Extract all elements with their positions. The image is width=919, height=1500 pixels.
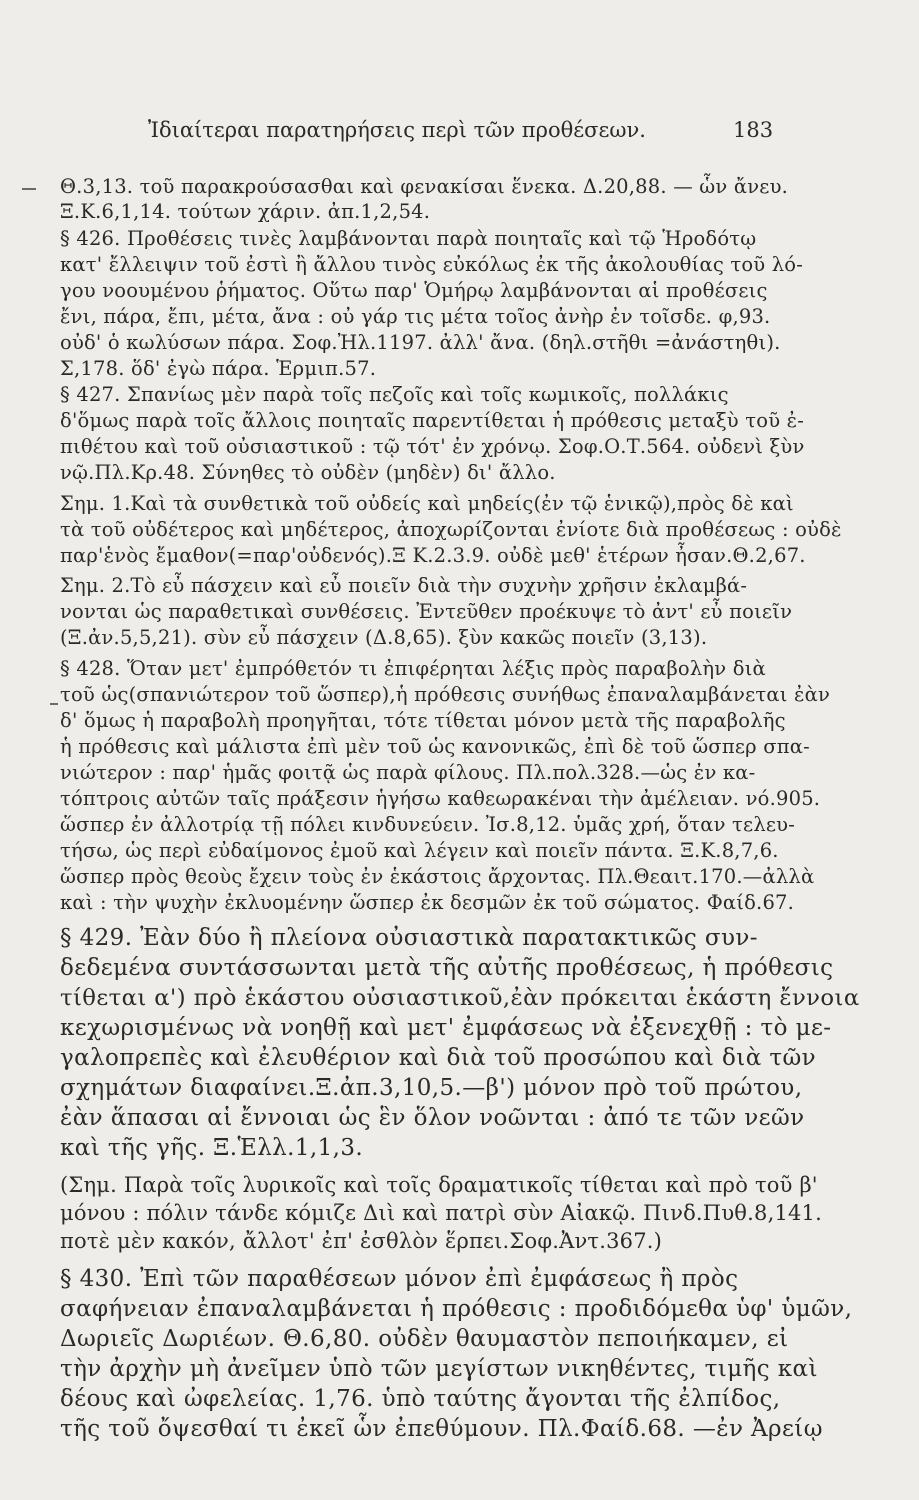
text-line: ἡ πρόθεσις καὶ μάλιστα ἐπὶ μὲν τοῦ ὡς κανονικῶς, ἐπὶ δὲ τοῦ ὥσπερ σπα-: [60, 735, 810, 758]
text-line: ποτὲ μὲν κακόν, ἄλλοτ' ἐπ' ἐσθλὸν ἕρπει.Σοφ.Ἀντ.367.): [60, 1229, 663, 1253]
text-line: καὶ : τὴν ψυχὴν ἐκλυομένην ὥσπερ ἐκ δεσμῶν ἐκ τοῦ σώματος. Φαίδ.67.: [60, 891, 795, 914]
text-line: γου νοουμένου ῥήματος. Οὕτω παρ' Ὁμήρῳ λαμβάνονται αἱ προθέσεις: [60, 279, 768, 302]
text-line: δ'ὅμως παρὰ τοῖς ἄλλοις ποιηταῖς παρεντίθεται ἡ πρόθεσις μεταξὺ τοῦ ἐ-: [60, 409, 805, 432]
text-line: § 429. Ἐὰν δύο ἢ πλείονα οὐσιαστικὰ παρατακτικῶς συν-: [60, 925, 758, 951]
text-line: Δωριεῖς Δωριέων. Θ.6,80. οὐδὲν θαυμαστὸν πεποιήκαμεν, εἰ: [60, 1326, 789, 1352]
text-line: δέους καὶ ὠφελείας. 1,76. ὑπὸ ταύτης ἄγονται τῆς ἐλπίδος,: [60, 1386, 781, 1412]
text-line: καὶ τῆς γῆς. Ξ.Ἑλλ.1,1,3.: [60, 1135, 364, 1161]
text-line: νῷ.Πλ.Κρ.48. Σύνηθες τὸ οὐδὲν (μηδὲν) δι' ἄλλο.: [60, 461, 556, 484]
text-line: δ' ὅμως ἡ παραβολὴ προηγῆται, τότε τίθεται μόνον μετὰ τῆς παραβολῆς: [60, 709, 786, 732]
text-line: τὰ τοῦ οὐδέτερος καὶ μηδέτερος, ἀποχωρίζονται ἐνίοτε διὰ προθέσεως : οὐδὲ: [60, 518, 842, 541]
page-number: 183: [733, 118, 774, 142]
margin-mark: [22, 188, 36, 190]
text-line: δεδεμένα συντάσσωνται μετὰ τῆς αὐτῆς προθέσεως, ἡ πρόθεσις: [60, 955, 834, 981]
text-line: οὐδ' ὁ κωλύσων πάρα. Σοφ.Ἠλ.1197. ἀλλ' ἄνα. (δηλ.στῆθι =ἀνάστηθι).: [60, 331, 781, 354]
text-line: τῆς τοῦ ὄψεσθαί τι ἐκεῖ ὧν ἐπεθύμουν. Πλ.Φαίδ.68. —ἐν Ἀρείῳ: [60, 1416, 823, 1442]
text-line: γαλοπρεπὲς καὶ ἐλευθέριον καὶ διὰ τοῦ προσώπου καὶ διὰ τῶν: [60, 1045, 817, 1071]
running-title: Ἰδιαίτεραι παρατηρήσεις περὶ τῶν προθέσεων.: [148, 118, 646, 142]
margin-mark: [50, 703, 58, 705]
text-line: § 427. Σπανίως μὲν παρὰ τοῖς πεζοῖς καὶ τοῖς κωμικοῖς, πολλάκις: [60, 383, 729, 406]
text-line: νιώτερον : παρ' ἡμᾶς φοιτᾷ ὡς παρὰ φίλους. Πλ.πολ.328.—ὡς ἐν κα-: [60, 761, 756, 784]
text-line: ὥσπερ πρὸς θεοὺς ἔχειν τοὺς ἐν ἑκάστοις ἄρχοντας. Πλ.Θεαιτ.170.—ἀλλὰ: [60, 865, 815, 888]
text-line: τὴν ἀρχὴν μὴ ἀνεῖμεν ὑπὸ τῶν μεγίστων νικηθέντες, τιμῆς καὶ: [60, 1356, 818, 1382]
text-line: § 430. Ἐπὶ τῶν παραθέσεων μόνον ἐπὶ ἐμφάσεως ἢ πρὸς: [60, 1266, 739, 1292]
text-line: § 428. Ὅταν μετ' ἐμπρόθετόν τι ἐπιφέρηται λέξις πρὸς παραβολὴν διὰ: [60, 657, 766, 680]
text-line: τήσω, ὡς περὶ εὐδαίμονος ἐμοῦ καὶ λέγειν καὶ ποιεῖν πάντα. Ξ.Κ.8,7,6.: [60, 839, 779, 862]
text-line: Σ,178. ὅδ' ἐγὼ πάρα. Ἑρμιπ.57.: [60, 357, 377, 380]
text-line: κεχωρισμένως νὰ νοηθῇ καὶ μετ' ἐμφάσεως νὰ ἐξενεχθῇ : τὸ με-: [60, 1015, 832, 1041]
text-line: σχημάτων διαφαίνει.Ξ.ἀπ.3,10,5.—β') μόνον πρὸ τοῦ πρώτου,: [60, 1075, 803, 1101]
text-line: Θ.3,13. τοῦ παρακρούσασθαι καὶ φενακίσαι ἕνεκα. Δ.20,88. — ὧν ἄνευ.: [60, 175, 789, 198]
text-line: τόπτροις αὐτῶν ταῖς πράξεσιν ἡγήσω καθεωρακέναι τὴν ἀμέλειαν. νό.905.: [60, 787, 821, 810]
text-line: ἔνι, πάρα, ἔπι, μέτα, ἄνα : οὐ γάρ τις μέτα τοῖος ἀνὴρ ἐν τοῖσδε. φ,93.: [60, 305, 771, 328]
text-line: § 426. Προθέσεις τινὲς λαμβάνονται παρὰ ποιηταῖς καὶ τῷ Ἡροδότῳ: [60, 227, 757, 250]
text-line: νονται ὡς παραθετικαὶ συνθέσεις. Ἐντεῦθεν προέκυψε τὸ ἀντ' εὖ ποιεῖν: [60, 600, 793, 623]
text-line: (Σημ. Παρὰ τοῖς λυρικοῖς καὶ τοῖς δραματικοῖς τίθεται καὶ πρὸ τοῦ β': [60, 1173, 818, 1197]
text-line: Ξ.Κ.6,1,14. τούτων χάριν. ἀπ.1,2,54.: [60, 200, 431, 223]
text-line: παρ'ἑνὸς ἔμαθον(=παρ'οὐδενός).Ξ Κ.2.3.9. οὐδὲ μεθ' ἑτέρων ἦσαν.Θ.2,67.: [60, 544, 806, 567]
text-line: (Ξ.ἀν.5,5,21). σὺν εὖ πάσχειν (Δ.8,65). ξὺν κακῶς ποιεῖν (3,13).: [60, 626, 708, 649]
text-line: κατ' ἔλλειψιν τοῦ ἐστὶ ἢ ἄλλου τινὸς εὐκόλως ἐκ τῆς ἀκολουθίας τοῦ λό-: [60, 253, 804, 276]
text-line: τοῦ ὡς(σπανιώτερον τοῦ ὥσπερ),ἡ πρόθεσις συνήθως ἐπαναλαμβάνεται ἐὰν: [60, 683, 831, 706]
text-line: Σημ. 1.Καὶ τὰ συνθετικὰ τοῦ οὐδείς καὶ μηδείς(ἐν τῷ ἑνικῷ),πρὸς δὲ καὶ: [60, 492, 794, 515]
text-line: σαφήνειαν ἐπαναλαμβάνεται ἡ πρόθεσις : προδιδόμεθα ὑφ' ὑμῶν,: [60, 1296, 853, 1322]
text-line: τίθεται α') πρὸ ἑκάστου οὐσιαστικοῦ,ἐὰν πρόκειται ἑκάστη ἔννοια: [60, 985, 860, 1011]
text-line: πιθέτου καὶ τοῦ οὐσιαστικοῦ : τῷ τότ' ἐν χρόνῳ. Σοφ.Ο.Τ.564. οὐδενὶ ξὺν: [60, 435, 805, 458]
text-line: ἐὰν ἅπασαι αἱ ἔννοιαι ὡς ἓν ὅλον νοῶνται : ἀπό τε τῶν νεῶν: [60, 1105, 805, 1131]
text-line: ὥσπερ ἐν ἀλλοτρίᾳ τῇ πόλει κινδυνεύειν. Ἰσ.8,12. ὑμᾶς χρή, ὅταν τελευ-: [60, 813, 796, 836]
text-line: Σημ. 2.Τὸ εὖ πάσχειν καὶ εὖ ποιεῖν διὰ τὴν συχνὴν χρῆσιν ἐκλαμβά-: [60, 574, 748, 597]
text-line: μόνου : πόλιν τάνδε κόμιζε Διὶ καὶ πατρὶ σὺν Αἰακῷ. Πινδ.Πυθ.8,141.: [60, 1201, 822, 1225]
